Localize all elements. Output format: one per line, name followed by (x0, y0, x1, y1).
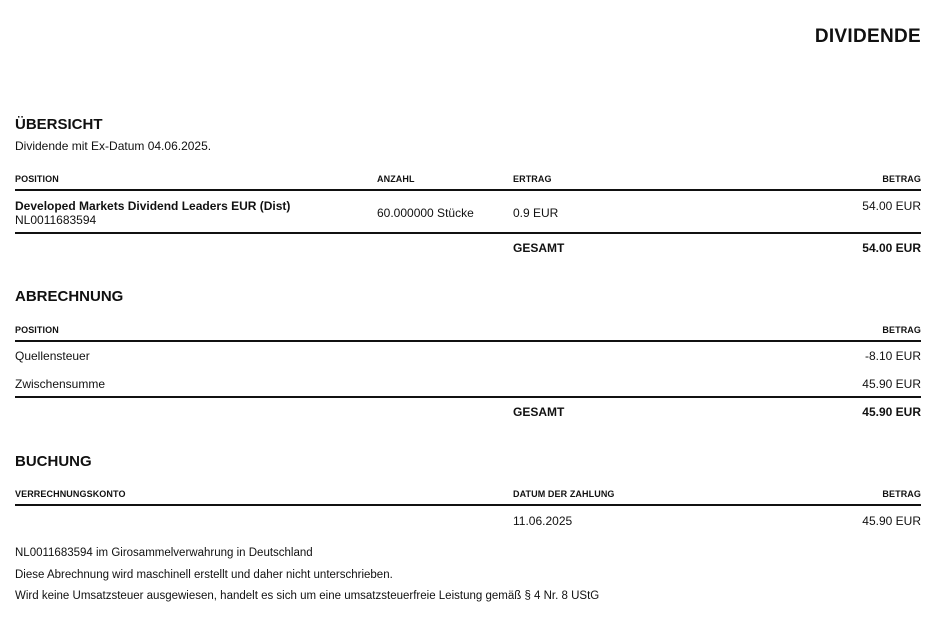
overview-header-amount: BETRAG (882, 174, 921, 184)
booking-payment-date: 11.06.2025 (513, 514, 573, 528)
overview-header-position: POSITION (15, 174, 59, 184)
overview-row-rule (15, 232, 921, 234)
overview-yield: 0.9 EUR (513, 206, 559, 220)
booking-header-rule (15, 504, 921, 506)
footer-note: NL0011683594 im Girosammelverwahrung in Deutschland (15, 547, 313, 559)
overview-header-yield: ERTRAG (513, 174, 552, 184)
footer-note: Wird keine Umsatzsteuer ausgewiesen, handelt es sich um eine umsatzsteuerfreie Leistung gemäß § 4 Nr. 8 UStG (15, 590, 600, 602)
booking-header-amount: BETRAG (882, 489, 921, 499)
booking-header-account: VERRECHNUNGSKONTO (15, 489, 126, 499)
overview-total-label: GESAMT (513, 241, 565, 255)
overview-header-quantity: ANZAHL (377, 174, 415, 184)
settlement-row-rule (15, 396, 921, 398)
footer-note: Diese Abrechnung wird maschinell erstellt und daher nicht unterschrieben. (15, 569, 393, 581)
settlement-row-value: -8.10 EUR (864, 349, 921, 363)
settlement-header-rule (15, 340, 921, 342)
overview-quantity: 60.000000 Stücke (377, 206, 474, 220)
settlement-row-value: 45.90 EUR (862, 377, 921, 391)
overview-header-rule (15, 189, 921, 191)
overview-title: ÜBERSICHT (15, 116, 103, 133)
booking-header-payment-date: DATUM DER ZAHLUNG (513, 489, 615, 499)
settlement-total-value: 45.90 EUR (862, 405, 921, 419)
booking-amount: 45.90 EUR (862, 514, 921, 528)
document-title: DIVIDENDE (814, 26, 921, 47)
settlement-header-position: POSITION (15, 325, 59, 335)
booking-title: BUCHUNG (15, 453, 92, 470)
overview-amount: 54.00 EUR (862, 199, 921, 213)
overview-subtitle: Dividende mit Ex-Datum 04.06.2025. (15, 139, 212, 153)
overview-position-name: Developed Markets Dividend Leaders EUR (Dist) (15, 199, 291, 213)
settlement-total-label: GESAMT (513, 405, 565, 419)
settlement-title: ABRECHNUNG (15, 288, 124, 305)
overview-total-value: 54.00 EUR (862, 241, 921, 255)
settlement-row-label: Zwischensumme (15, 377, 106, 391)
overview-position-isin: NL0011683594 (15, 213, 97, 227)
settlement-row-label: Quellensteuer (15, 349, 90, 363)
settlement-header-amount: BETRAG (882, 325, 921, 335)
